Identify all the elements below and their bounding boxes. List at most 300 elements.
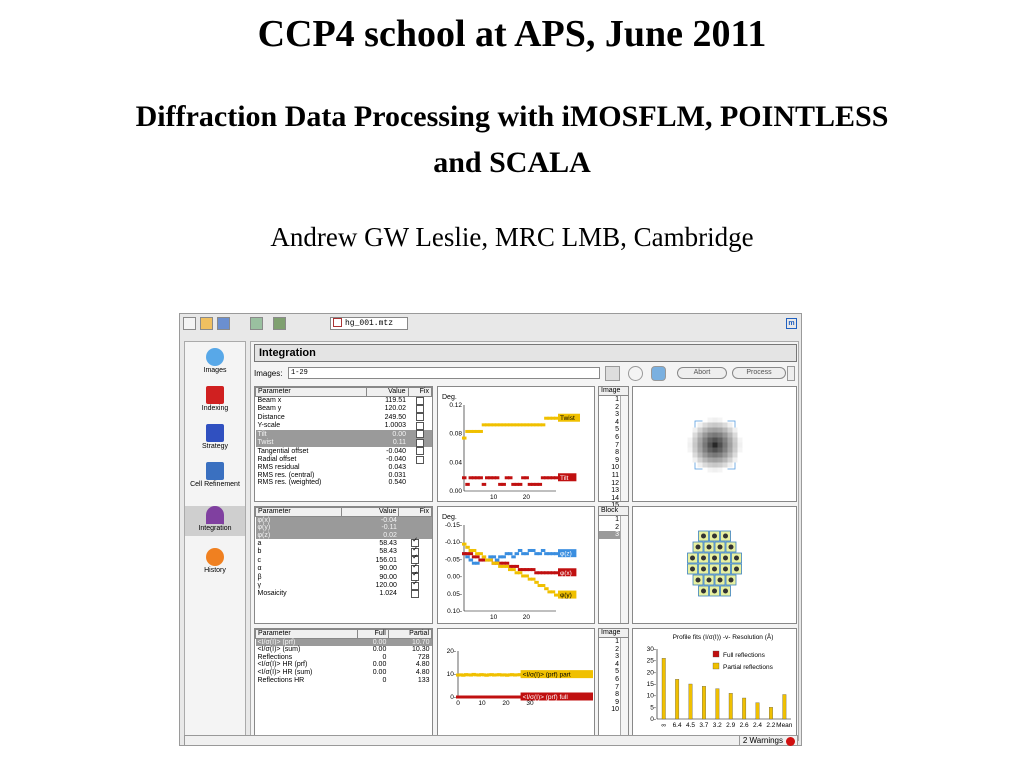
- profile-pixel-6-8: [718, 458, 723, 463]
- data-point-0-19: [524, 552, 529, 555]
- parameter-value: 120.02: [384, 405, 407, 413]
- table-row[interactable]: [256, 524, 432, 532]
- slide-title: CCP4 school at APS, June 2011: [257, 13, 767, 55]
- table-row[interactable]: [256, 565, 432, 573]
- profile-pixel-7-5: [723, 443, 728, 448]
- parameter-name: φ(x): [256, 516, 342, 524]
- strategy-icon: [206, 424, 224, 442]
- fix-cell[interactable]: [408, 430, 431, 438]
- profile-pixel-3-9: [703, 463, 708, 468]
- list-header: Image: [599, 629, 628, 638]
- profile-pixel-1-3: [693, 433, 698, 438]
- parameter-name: Distance: [257, 413, 285, 421]
- bar-1-4: [716, 689, 720, 719]
- fix-checkbox[interactable]: [416, 422, 424, 430]
- profile-spot-1-2: [718, 545, 723, 550]
- indexing-icon: [206, 386, 224, 404]
- data-point-0-9: [492, 555, 497, 558]
- block-list[interactable]: [598, 506, 629, 624]
- list-item[interactable]: 11: [611, 471, 619, 479]
- series-label-1: φ(x): [560, 569, 572, 577]
- column-header: Value: [366, 388, 408, 397]
- profile-spot-0-1: [712, 534, 717, 539]
- parameter-value: 0.00: [366, 430, 408, 438]
- x-tick-label: 20: [522, 494, 531, 501]
- images-input[interactable]: 1-29: [288, 367, 600, 379]
- profile-pixel-4-3: [708, 433, 713, 438]
- list-item[interactable]: 8: [615, 449, 619, 457]
- warning-icon[interactable]: [786, 737, 795, 746]
- table-row[interactable]: [256, 464, 432, 472]
- x-tick-label: 3.7: [699, 722, 709, 729]
- profile-pixel-6-7: [718, 453, 723, 458]
- x-tick-label: 0: [456, 700, 460, 707]
- sidebar-item-label: Images: [203, 367, 227, 374]
- parameter-name: Beam x: [257, 397, 282, 405]
- list-item[interactable]: 14: [611, 494, 619, 502]
- sidebar-item-integration[interactable]: [185, 506, 245, 536]
- y-tick-label: 0.10-: [447, 608, 462, 615]
- data-point-2-3: [472, 549, 477, 552]
- table-row[interactable]: [256, 677, 432, 685]
- image-list-3[interactable]: [598, 628, 629, 740]
- parameter-name: RMS res. (weighted): [257, 479, 322, 487]
- fix-cell[interactable]: [408, 405, 431, 413]
- status-bar: [184, 735, 798, 746]
- profile-pixel-8-8: [728, 458, 733, 463]
- parameter-name: RMS residual: [257, 464, 300, 472]
- list-item[interactable]: 13: [611, 487, 619, 495]
- parameter-value: 119.51: [385, 397, 407, 405]
- parameter-name: <I/σ(I)> (sum): [257, 646, 301, 654]
- integration-pane: [250, 341, 799, 741]
- fix-cell[interactable]: [399, 524, 432, 532]
- profile-pixel-3-1: [703, 423, 708, 428]
- parameter-name: Reflections HR: [257, 676, 305, 684]
- profile-pixel-9-6: [733, 448, 738, 453]
- partial-value: 10.70: [388, 638, 431, 646]
- profile-spot-5-0: [701, 589, 706, 594]
- cell-refinement-icon: [206, 462, 224, 480]
- sidebar-item-label: History: [204, 567, 226, 574]
- image-list-1[interactable]: [598, 386, 629, 502]
- column-header: Full: [358, 630, 389, 639]
- data-point-2-15: [511, 568, 516, 571]
- list-item[interactable]: 10: [611, 706, 619, 714]
- profile-spot-2-2: [712, 556, 717, 561]
- profile-pixel-2-6: [698, 448, 703, 453]
- sidebar-item-label: Strategy: [201, 443, 229, 450]
- data-point-0-2: [469, 559, 473, 562]
- profile-pixel-3-6: [703, 448, 708, 453]
- history-icon: [206, 548, 224, 566]
- fix-checkbox[interactable]: [416, 456, 424, 464]
- table-row[interactable]: [256, 456, 432, 464]
- sidebar-item-history[interactable]: [185, 548, 245, 578]
- profile-spot-2-1: [701, 556, 706, 561]
- fix-cell[interactable]: [408, 447, 431, 455]
- y-tick-label: 10-: [646, 692, 656, 700]
- data-point-0-12: [501, 555, 506, 558]
- table-row[interactable]: [256, 439, 432, 447]
- list-item[interactable]: 2: [615, 645, 619, 653]
- list-scrollbar[interactable]: [620, 396, 628, 501]
- profile-pixel-9-3: [733, 433, 738, 438]
- profile-pixel-3-4: [703, 438, 708, 443]
- y-tick-label: 0-: [450, 694, 456, 701]
- data-point-1-14: [508, 476, 513, 479]
- mtz-icon[interactable]: [273, 317, 286, 330]
- profile-pixel-6-3: [718, 433, 723, 438]
- data-point-1-12: [501, 483, 506, 486]
- bar-1-7: [756, 703, 760, 719]
- profile-pixel-6-2: [718, 428, 723, 433]
- tag-icon[interactable]: [651, 366, 666, 381]
- parameter-value: -0.11: [341, 524, 399, 532]
- list-item[interactable]: 4: [615, 660, 619, 668]
- table-row[interactable]: [256, 646, 432, 654]
- process-menu-chevron-down-icon[interactable]: [787, 366, 795, 381]
- table-row[interactable]: [256, 396, 432, 405]
- profile-pixel-3-5: [703, 443, 708, 448]
- sidebar-item-images[interactable]: [185, 348, 245, 378]
- list-item[interactable]: 8: [615, 691, 619, 699]
- profile-pixel-6-9: [718, 463, 723, 468]
- parameter-value: 0.11: [366, 439, 408, 447]
- fix-checkbox[interactable]: [416, 447, 424, 455]
- parameter-value: 0: [382, 653, 387, 661]
- list-item[interactable]: 5: [615, 426, 619, 434]
- data-point-0-1: [465, 555, 470, 558]
- image-viewer-button[interactable]: [605, 366, 620, 381]
- y-tick-label: 10-: [446, 671, 456, 678]
- profile-pixel-9-8: [733, 458, 738, 463]
- data-point-0-28: [554, 552, 559, 555]
- parameter-value: 0.031: [388, 471, 407, 479]
- warnings-count[interactable]: 2 Warnings: [739, 736, 783, 746]
- list-item[interactable]: 2: [615, 523, 619, 531]
- fix-checkbox[interactable]: [416, 430, 424, 438]
- list-item[interactable]: 6: [615, 433, 619, 441]
- list-item[interactable]: 2: [615, 403, 619, 411]
- profile-pixel-6-4: [718, 438, 723, 443]
- table-row[interactable]: [256, 573, 432, 581]
- data-point-0-17: [518, 549, 523, 552]
- table-row[interactable]: [256, 590, 432, 598]
- profile-pixel-5-3: [713, 433, 718, 438]
- table-row[interactable]: [256, 661, 432, 669]
- data-point-0-28: [554, 417, 559, 420]
- fix-cell[interactable]: [408, 472, 431, 480]
- new-file-button[interactable]: [183, 317, 196, 330]
- subtitle-line-2: and SCALA: [433, 146, 591, 179]
- table-row[interactable]: [256, 638, 432, 646]
- table-row[interactable]: [256, 539, 432, 547]
- sidebar-item-strategy[interactable]: [185, 424, 245, 454]
- profile-spot-2-0: [690, 556, 695, 561]
- abort-button[interactable]: Abort: [677, 367, 727, 379]
- data-point-2-24: [541, 584, 546, 587]
- list-item[interactable]: 9: [615, 456, 619, 464]
- data-point-1-5: [478, 476, 483, 479]
- table-row[interactable]: [256, 516, 432, 524]
- list-item[interactable]: 3: [615, 653, 619, 661]
- integration-header: Integration: [254, 344, 797, 362]
- data-point-0-15: [511, 555, 516, 558]
- y-tick-label: 0.05-: [447, 590, 462, 598]
- series-label-0: <I/σ(I)> (prf) part: [522, 671, 571, 679]
- bar-1-0: [662, 658, 666, 719]
- profile-pixel-0-5: [688, 443, 693, 448]
- profile-pixel-4-6: [708, 448, 713, 453]
- data-point-2-19: [524, 574, 529, 577]
- profile-pixel-4-9: [708, 463, 713, 468]
- profile-pixel-4-4: [708, 438, 713, 443]
- legend-swatch-0: [713, 651, 719, 657]
- x-tick-label: 2.2: [766, 722, 776, 729]
- profile-pixel-3-3: [703, 433, 708, 438]
- profile-pixel-6-0: [718, 418, 723, 423]
- sidebar-item-cell-refinement[interactable]: [185, 462, 245, 492]
- profile-pixel-0-7: [688, 453, 693, 458]
- fix-checkbox[interactable]: [416, 397, 424, 405]
- target-icon[interactable]: [628, 366, 643, 381]
- table-row[interactable]: [256, 556, 432, 564]
- list-scrollbar[interactable]: [620, 638, 628, 739]
- column-header: Value: [341, 508, 399, 517]
- x-tick-label: 6.4: [672, 722, 682, 729]
- profile-grid-panel: [632, 506, 797, 624]
- partial-value: 133: [417, 676, 430, 684]
- data-point-2-25: [544, 587, 549, 590]
- y-tick-label: -0.10-: [445, 539, 462, 547]
- detector-parameters-panel: [254, 386, 433, 502]
- bar-1-1: [675, 679, 679, 719]
- bar-1-3: [702, 686, 706, 719]
- data-point-2-13: [505, 565, 510, 568]
- y-tick-label: 0.00: [449, 488, 462, 495]
- data-point-0-16: [515, 552, 520, 555]
- profile-pixel-1-5: [693, 443, 698, 448]
- save-button[interactable]: [217, 317, 230, 330]
- intensity-parameters-panel: [254, 628, 433, 740]
- parameter-name: β: [257, 573, 262, 581]
- data-point-1-2: [469, 552, 473, 555]
- table-row[interactable]: [256, 413, 432, 421]
- parameter-name: Twist: [256, 439, 367, 447]
- table-row[interactable]: [256, 422, 432, 430]
- intensity-chart-panel: [437, 628, 595, 740]
- data-point-0-4: [475, 562, 480, 565]
- bar-1-6: [742, 698, 746, 719]
- table-row[interactable]: [256, 669, 432, 677]
- settings-icon[interactable]: [250, 317, 263, 330]
- data-point-1-1: [465, 483, 470, 486]
- table-row[interactable]: [256, 447, 432, 455]
- column-header: Partial: [388, 630, 431, 639]
- x-tick-label: 2.4: [752, 722, 763, 729]
- list-item[interactable]: 1: [615, 638, 619, 645]
- fix-cell[interactable]: [399, 516, 432, 524]
- profile-pixel-8-2: [728, 428, 733, 433]
- images-label: Images:: [254, 369, 283, 378]
- profile-pixel-1-2: [693, 428, 698, 433]
- data-point-1-4: [475, 555, 480, 558]
- data-point-1-16: [515, 565, 520, 568]
- column-header: Parameter: [256, 630, 358, 639]
- profile-spot-2-4: [734, 556, 739, 561]
- parameter-name: Radial offset: [257, 456, 297, 464]
- profile-pixel-7-2: [723, 428, 728, 433]
- legend-label-1: Partial reflections: [723, 664, 773, 671]
- fix-checkbox[interactable]: [416, 413, 424, 421]
- profile-spot-1-0: [696, 545, 701, 550]
- table-row[interactable]: [256, 532, 432, 540]
- profile-pixel-5-1: [713, 423, 718, 428]
- profile-pixel-4-10: [708, 468, 713, 473]
- column-header: Fix: [408, 388, 431, 397]
- x-tick-label: 4.5: [685, 722, 696, 729]
- profile-pixel-5-4: [713, 438, 718, 443]
- list-item[interactable]: 3: [599, 531, 628, 539]
- profile-pixel-3-8: [703, 458, 708, 463]
- table-row[interactable]: [256, 430, 432, 438]
- profile-pixel-3-0: [703, 418, 708, 423]
- detector-chart-panel: [437, 386, 595, 502]
- parameter-value: 58.43: [379, 548, 397, 556]
- data-point-0-5: [478, 430, 483, 433]
- y-tick-label: 0.08: [449, 430, 462, 438]
- profile-pixel-7-6: [723, 448, 728, 453]
- list-item[interactable]: 5: [615, 668, 619, 676]
- x-tick-label: 20: [502, 700, 510, 707]
- list-item[interactable]: 1: [615, 516, 619, 523]
- column-header: Fix: [399, 508, 432, 517]
- profile-pixel-7-8: [723, 458, 728, 463]
- y-tick-label: 15-: [646, 681, 656, 688]
- table-row[interactable]: [256, 654, 432, 662]
- profile-pixel-9-5: [733, 443, 738, 448]
- data-point-0-10: [495, 559, 500, 562]
- profile-pixel-1-7: [693, 453, 698, 458]
- parameter-value: 0: [382, 676, 387, 684]
- list-item[interactable]: 4: [615, 418, 619, 426]
- parameter-name: Tangential offset: [257, 447, 309, 455]
- table-header-row: [256, 508, 432, 517]
- parameter-name: <I/σ(I)> HR (sum): [257, 668, 313, 676]
- data-point-2-22: [534, 581, 539, 584]
- data-point-0-23: [538, 552, 543, 555]
- list-item[interactable]: 9: [615, 698, 619, 706]
- profile-pixel-7-1: [723, 423, 728, 428]
- series-label-0: φ(z): [560, 550, 572, 558]
- list-item[interactable]: 3: [615, 411, 619, 419]
- profile-pixel-8-7: [728, 453, 733, 458]
- fix-checkbox[interactable]: [416, 439, 424, 447]
- fix-cell[interactable]: [408, 464, 431, 472]
- fix-cell[interactable]: [408, 422, 431, 430]
- bar-1-8: [769, 707, 773, 719]
- profile-pixel-4-0: [708, 418, 713, 423]
- list-item[interactable]: 10: [611, 464, 619, 472]
- integration-icon: [206, 506, 224, 524]
- data-point-0-0: [462, 437, 467, 440]
- profile-pixel-2-3: [698, 433, 703, 438]
- list-item[interactable]: 7: [615, 683, 619, 691]
- fix-cell[interactable]: [408, 413, 431, 421]
- x-tick-label: 10: [489, 614, 498, 621]
- parameter-name: Y-scale: [257, 422, 281, 430]
- sidebar-item-indexing[interactable]: [185, 386, 245, 416]
- mtz-file-field[interactable]: hg_001.mtz: [330, 317, 408, 330]
- list-item[interactable]: 6: [615, 675, 619, 683]
- table-row[interactable]: [256, 479, 432, 487]
- profile-pixel-9-2: [733, 428, 738, 433]
- profile-spot-3-3: [723, 567, 728, 572]
- fix-cell[interactable]: [408, 479, 431, 487]
- table-row[interactable]: [256, 405, 432, 413]
- fix-cell[interactable]: [408, 439, 431, 447]
- profile-pixel-5-0: [713, 418, 718, 423]
- list-item[interactable]: 7: [615, 441, 619, 449]
- profile-pixel-5-6: [713, 448, 718, 453]
- fix-cell[interactable]: [408, 396, 431, 405]
- profile-spot-4-0: [696, 578, 701, 583]
- mosflm-logo-button[interactable]: m: [786, 318, 797, 329]
- parameter-name: a: [257, 539, 262, 547]
- column-header: Parameter: [256, 388, 367, 397]
- process-button[interactable]: Process: [732, 367, 786, 379]
- fix-cell[interactable]: [408, 456, 431, 464]
- profile-pixel-5-5: [713, 443, 718, 448]
- table-row[interactable]: [256, 582, 432, 590]
- fix-checkbox[interactable]: [416, 405, 424, 413]
- profile-pixel-8-3: [728, 433, 733, 438]
- table-row[interactable]: [256, 548, 432, 556]
- series-label-0: Twist: [560, 415, 575, 423]
- data-point-1-0: [462, 476, 467, 479]
- x-tick-label: 2.6: [739, 722, 749, 729]
- profile-pixel-2-2: [698, 428, 703, 433]
- fix-checkbox[interactable]: [411, 590, 419, 598]
- data-point-1-17: [518, 483, 523, 486]
- table-row[interactable]: [256, 472, 432, 480]
- fix-checkbox[interactable]: [411, 582, 419, 590]
- profile-pixel-10-6: [738, 448, 743, 453]
- crystal-parameters-panel: [254, 506, 433, 624]
- fix-cell[interactable]: [399, 590, 432, 598]
- profile-pixel-2-4: [698, 438, 703, 443]
- parameter-name: φ(z): [256, 532, 342, 540]
- data-point-1-21: [531, 568, 536, 571]
- parameter-name: α: [257, 565, 262, 573]
- bar-1-9: [783, 695, 787, 720]
- y-axis-label: Deg.: [442, 394, 457, 401]
- parameter-name: γ: [257, 581, 261, 589]
- profile-pixel-0-6: [688, 448, 693, 453]
- y-tick-label: 0.00-: [447, 573, 462, 581]
- profile-pixel-7-3: [723, 433, 728, 438]
- profile-pixel-2-8: [698, 458, 703, 463]
- open-folder-button[interactable]: [200, 317, 213, 330]
- list-item[interactable]: 1: [615, 396, 619, 403]
- x-tick-label: 2.9: [726, 722, 736, 729]
- list-scrollbar[interactable]: [620, 516, 628, 623]
- profile-pixel-10-3: [738, 433, 743, 438]
- file-icon: [333, 318, 342, 327]
- fix-cell[interactable]: [399, 582, 432, 590]
- list-item[interactable]: 12: [611, 479, 619, 487]
